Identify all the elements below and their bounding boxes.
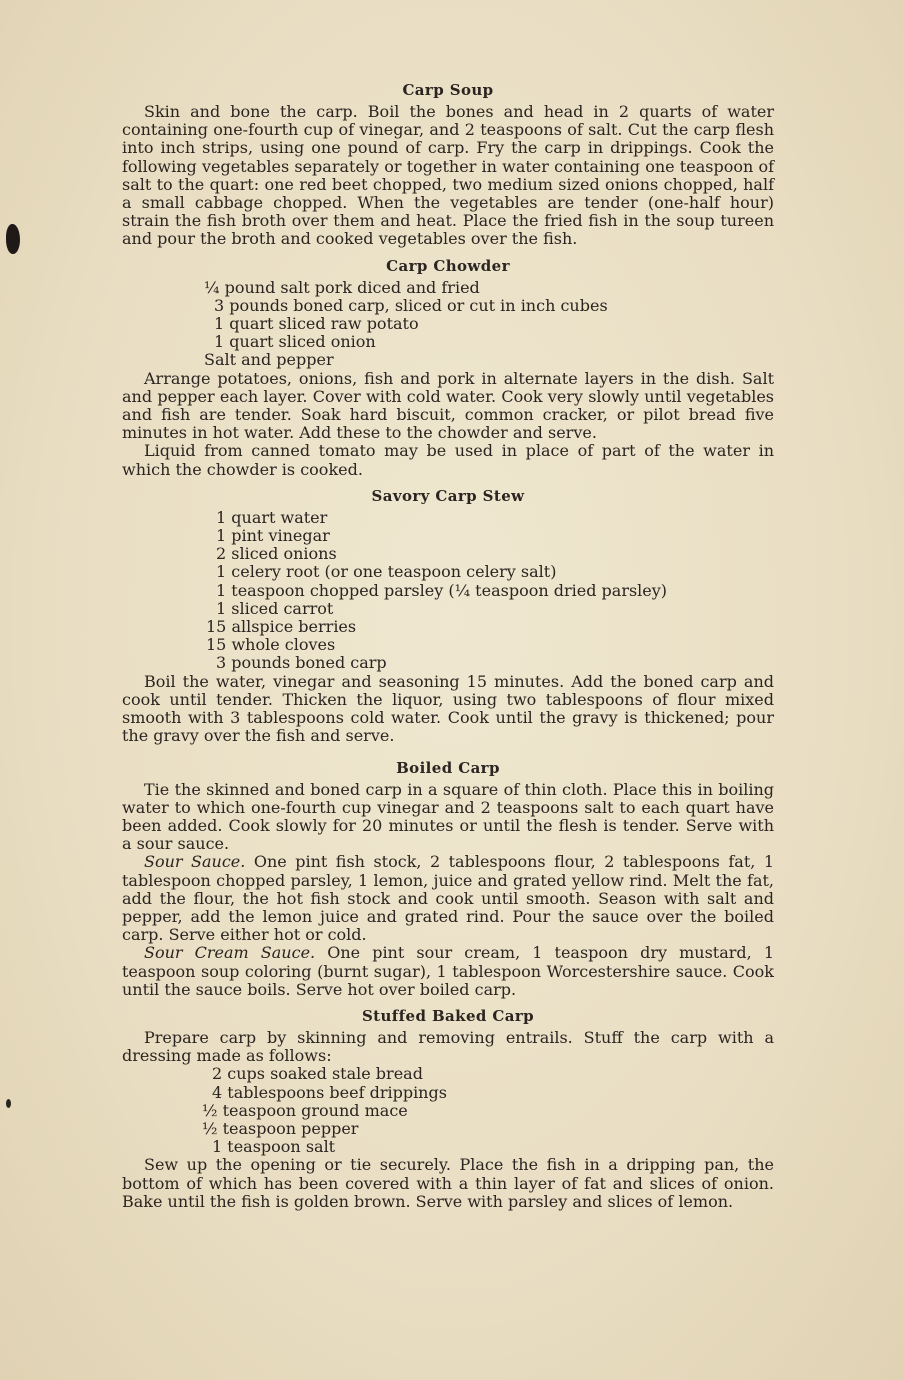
sauce-text: One pint fish stock, 2 tablespoons flour, 2 tablespoons fat, 1 tablespoon chopped parsley, 1 lemon, juice and grated yellow rind. Melt the fat, add the flour, the hot fish stock and cook until smooth. Season with salt and pepper, add the lemon juice and grated rind. Pour the sauce over the boiled carp. Serve either hot or cold.	[122, 852, 775, 945]
recipe-paragraph: Tie the skinned and boned carp in a square of thin cloth. Place this in boiling water to which one-fourth cup vinegar and 2 teaspoons salt to each quart have been added. Cook slowly for 20 minutes or until the flesh is tender. Serve with a sour sauce.	[122, 779, 774, 854]
recipe-title: Carp Soup	[402, 81, 494, 99]
recipe-title: Savory Carp Stew	[371, 486, 525, 505]
recipe-paragraph: Boil the water, vinegar and seasoning 15 minutes. Add the boned carp and cook until tender. Thicken the liquor, using two tablespoons of flour mixed smooth with 3 tablespoons cold water. Cook until the gravy is thickened; pour the gravy over the fish and serve.	[122, 671, 774, 746]
ingredient-item: 1 pint vinegar	[216, 526, 330, 546]
sauce-name: Sour Sauce.	[144, 852, 246, 872]
sauce-paragraph	[122, 853, 774, 944]
ingredient-item: 15 whole cloves	[206, 635, 336, 655]
recipe-savory-carp-stew	[122, 486, 774, 746]
ingredient-item: 2 cups soaked stale bread	[212, 1064, 423, 1084]
ingredient-item: 1 quart water	[216, 507, 328, 527]
ingredient-item: 1 sliced carrot	[216, 598, 334, 618]
ingredient-item: 3 pounds boned carp	[216, 653, 387, 673]
recipe-boiled-carp	[122, 758, 774, 999]
ingredient-list	[206, 509, 774, 673]
sauce-name: Sour Cream Sauce.	[144, 943, 316, 963]
ingredient-list	[204, 279, 774, 370]
recipe-title: Boiled Carp	[396, 758, 500, 777]
ingredient-item: ½ teaspoon pepper	[202, 1118, 359, 1138]
ink-blot	[6, 224, 20, 254]
ingredient-item: 1 quart sliced raw potato	[214, 314, 419, 334]
ingredient-item: ½ teaspoon ground mace	[202, 1100, 408, 1120]
ingredient-item: 1 quart sliced onion	[214, 332, 376, 352]
ingredient-item: 4 tablespoons beef drippings	[212, 1082, 447, 1102]
sauce-text: One pint sour cream, 1 teaspoon dry mustard, 1 teaspoon soup coloring (burnt sugar), 1 tablespoon Worcestershire sauce. Cook until the sauce boils. Serve hot over boiled carp.	[122, 943, 775, 999]
ingredient-item: Salt and pepper	[204, 350, 334, 370]
ingredient-item: ¼ pound salt pork diced and fried	[204, 277, 480, 297]
sauce-paragraph	[122, 944, 774, 999]
recipe-title: Carp Chowder	[386, 256, 510, 275]
ingredient-item: 1 teaspoon chopped parsley (¼ teaspoon dried parsley)	[216, 580, 668, 600]
ingredient-item: 3 pounds boned carp, sliced or cut in inch cubes	[214, 295, 608, 315]
recipe-paragraph: Skin and bone the carp. Boil the bones and head in 2 quarts of water containing one-fourth cup of vinegar, and 2 teaspoons of salt. Cut the carp flesh into inch strips, using one pound of carp. Fry the carp in drippings. Cook the following vegetables separately or together in water containing one teaspoon of salt to the quart: one red beet chopped, two medium sized onions chopped, half a small cabbage chopped. When the vegetables are tender (one-half hour) strain the fish broth over them and heat. Place the fried fish in the soup tureen and pour the broth and cooked vegetables over the fish.	[122, 102, 774, 249]
recipe-paragraph: Prepare carp by skinning and removing entrails. Stuff the carp with a dressing made as follows:	[122, 1027, 774, 1066]
recipe-carp-chowder	[122, 256, 774, 479]
ingredient-list	[202, 1065, 774, 1156]
ingredient-item: 1 celery root (or one teaspoon celery salt)	[216, 562, 557, 582]
ingredient-item: 15 allspice berries	[206, 617, 357, 637]
recipe-paragraph: Liquid from canned tomato may be used in place of part of the water in which the chowder is cooked.	[122, 441, 774, 479]
recipe-stuffed-baked-carp	[122, 1006, 774, 1211]
recipe-title: Stuffed Baked Carp	[361, 1006, 535, 1025]
recipe-paragraph: Arrange potatoes, onions, fish and pork in alternate layers in the dish. Salt and pepper each layer. Cover with cold water. Cook very slowly until vegetables and fish are tender. Soak hard biscuit, common cracker, or pilot bread five minutes in hot water. Add these to the chowder and serve.	[122, 368, 774, 443]
ingredient-item: 2 sliced onions	[216, 544, 337, 564]
recipe-paragraph: Sew up the opening or tie securely. Place the fish in a dripping pan, the bottom of which has been covered with a thin layer of fat and slices of onion. Bake until the fish is golden brown. Serve with parsley and slices of lemon.	[122, 1155, 774, 1211]
ink-dot	[6, 1099, 11, 1108]
recipe-column	[122, 80, 774, 1211]
recipe-carp-soup	[122, 80, 774, 249]
ingredient-item: 1 teaspoon salt	[212, 1137, 336, 1157]
